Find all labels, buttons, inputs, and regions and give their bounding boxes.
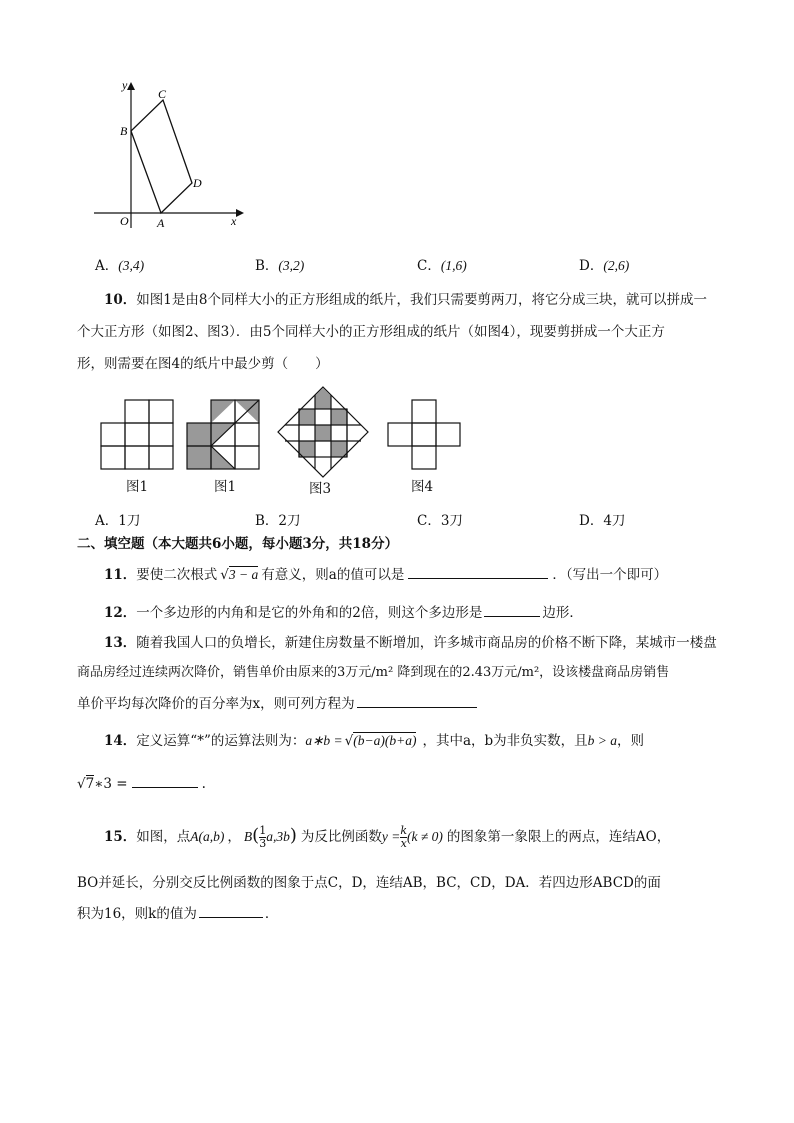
origin-label: O [120, 214, 129, 228]
question-text: 随着我国人口的负增长，新建住房数量不断增加，许多城市商品房的价格不断下降，某城市一楼盘 [136, 635, 717, 651]
x-axis-label: x [231, 214, 237, 228]
q12 [104, 602, 583, 623]
q15-line-2 [77, 873, 661, 893]
option-value: (3,4) [118, 258, 145, 273]
question-number: 15． [104, 829, 137, 845]
condition: b > a [587, 733, 618, 748]
radical: √7 [77, 776, 95, 792]
option-letter: C． [417, 258, 441, 274]
q10-option-c[interactable] [417, 509, 463, 529]
period: . [201, 776, 206, 792]
question-number: 10． [104, 292, 137, 308]
question-text: ，其中a，b为非负实数，且 [422, 733, 588, 749]
q13-line-2 [77, 663, 669, 683]
question-text: 边形． [542, 605, 583, 621]
q15-line-1 [104, 823, 670, 850]
question-text: ． [264, 906, 279, 922]
q10-line-2 [77, 322, 665, 342]
question-text: 有意义，则a的值可以是 [261, 567, 405, 583]
answer-blank[interactable] [132, 773, 198, 788]
question-text: ．（写出一个即可） [552, 567, 668, 583]
q10-option-a[interactable] [95, 509, 140, 529]
option-value: (2,6) [603, 258, 630, 273]
radical: √3 − a [220, 567, 259, 583]
q14-line-2 [77, 773, 206, 794]
q9-option-c[interactable] [417, 254, 467, 274]
point-a-label: A [157, 216, 165, 230]
q10-option-d[interactable] [579, 509, 625, 529]
formula-lhs: a∗b = [305, 733, 343, 748]
option-value: 4刀 [603, 513, 626, 529]
option-value: (1,6) [440, 258, 467, 273]
q13-line-1 [104, 633, 717, 653]
option-letter: B． [255, 258, 279, 274]
option-value: 1刀 [118, 513, 141, 529]
question-number: 11． [104, 567, 137, 583]
question-text: 如图，点 [136, 829, 191, 845]
q11 [104, 564, 667, 585]
question-text: 定义运算“*”的运算法则为： [136, 733, 306, 749]
radicand: (b−a)(b+a) [353, 733, 417, 748]
figure-1-label: 图1 [126, 479, 149, 495]
figure-1-grid [100, 398, 176, 470]
radicand: 7 [85, 776, 95, 792]
answer-blank[interactable] [484, 602, 540, 617]
fraction-denominator: 3 [259, 837, 267, 850]
option-letter: C． [417, 513, 441, 529]
paren-close: ) [289, 825, 297, 846]
q9-option-b[interactable] [255, 254, 304, 274]
q9-option-a[interactable] [95, 254, 144, 274]
question-text: 要使二次根式 [136, 567, 218, 583]
figure-4-cross [386, 398, 464, 470]
figure-2-label: 图1 [214, 479, 237, 495]
point-a: A(a,b) [190, 829, 225, 844]
q13-line-3 [77, 693, 477, 714]
point-b-rest: a,3b [266, 829, 290, 844]
q10-line-1 [104, 290, 707, 310]
option-letter: D． [579, 513, 604, 529]
figure-3-label: 图3 [309, 481, 332, 497]
answer-blank[interactable] [408, 564, 548, 579]
q15-line-3 [77, 903, 278, 924]
point-c-label: C [158, 87, 167, 101]
option-value: 3刀 [440, 513, 463, 529]
q10-line-3 [77, 354, 329, 374]
fraction-numerator: k [400, 824, 408, 837]
answer-blank[interactable] [357, 693, 477, 708]
question-text: 如图1是由8个同样大小的正方形组成的纸片，我们只需要剪两刀，将它分成三块，就可以拼成一 [136, 292, 707, 308]
fraction [400, 825, 407, 850]
answer-blank[interactable] [199, 903, 263, 918]
option-value: 2刀 [278, 513, 301, 529]
radicand: 3 − a [228, 567, 259, 582]
point-b-label: B [120, 124, 128, 138]
question-text: ，则 [617, 733, 645, 749]
q14-line-1 [104, 731, 644, 751]
question-text: 形，则需要在图4的纸片中最少剪（ ） [77, 356, 329, 372]
question-text: 的图象第一象限上的两点，连结AO， [446, 829, 671, 845]
fraction-denominator: x [400, 837, 407, 850]
question-text: 为反比例函数 [300, 829, 382, 845]
q9-option-d[interactable] [579, 254, 629, 274]
point-b-name: B [243, 829, 253, 844]
section-heading: 二、填空题（本大题共6小题，每小题3分，共18分） [77, 536, 399, 552]
figure-3-diamond [276, 386, 370, 478]
function-condition: (k ≠ 0) [407, 829, 443, 844]
y-axis-label: y [122, 78, 128, 92]
question-text: ， [227, 829, 241, 845]
option-letter: A． [95, 258, 119, 274]
question-text: BO并延长，分别交反比例函数的图象于点C，D，连结AB，BC，CD，DA．若四边形ABCD的面 [77, 875, 661, 891]
function-y: y = [381, 829, 401, 844]
figure-4-label: 图4 [411, 479, 434, 495]
figure-2-cut-grid [186, 398, 262, 470]
fraction-numerator: 1 [259, 824, 267, 837]
expression: ∗3 = [94, 776, 128, 792]
question-text: 一个多边形的内角和是它的外角和的2倍，则这个多边形是 [136, 605, 483, 621]
q9-coordinate-graph [88, 78, 248, 233]
option-letter: B． [255, 513, 279, 529]
question-text: 积为16，则k的值为 [77, 906, 197, 922]
point-d-label: D [193, 176, 202, 190]
radical: √(b−a)(b+a) [344, 733, 417, 749]
option-letter: A． [95, 513, 119, 529]
question-text: 单价平均每次降价的百分率为x，则可列方程为 [77, 696, 355, 712]
q10-option-b[interactable] [255, 509, 301, 529]
question-number: 12． [104, 605, 137, 621]
question-text: 个大正方形（如图2、图3）．由5个同样大小的正方形组成的纸片（如图4），现要剪拼成一个大正方 [77, 324, 665, 340]
question-number: 14． [104, 733, 137, 749]
point-b-coords: ( [252, 825, 260, 846]
question-text: 商品房经过连续两次降价，销售单价由原来的3万元/m² 降到现在的2.43万元/m²，设该楼盘商品房销售 [77, 665, 670, 680]
question-number: 13． [104, 635, 137, 651]
option-value: (3,2) [278, 258, 305, 273]
option-letter: D． [579, 258, 604, 274]
